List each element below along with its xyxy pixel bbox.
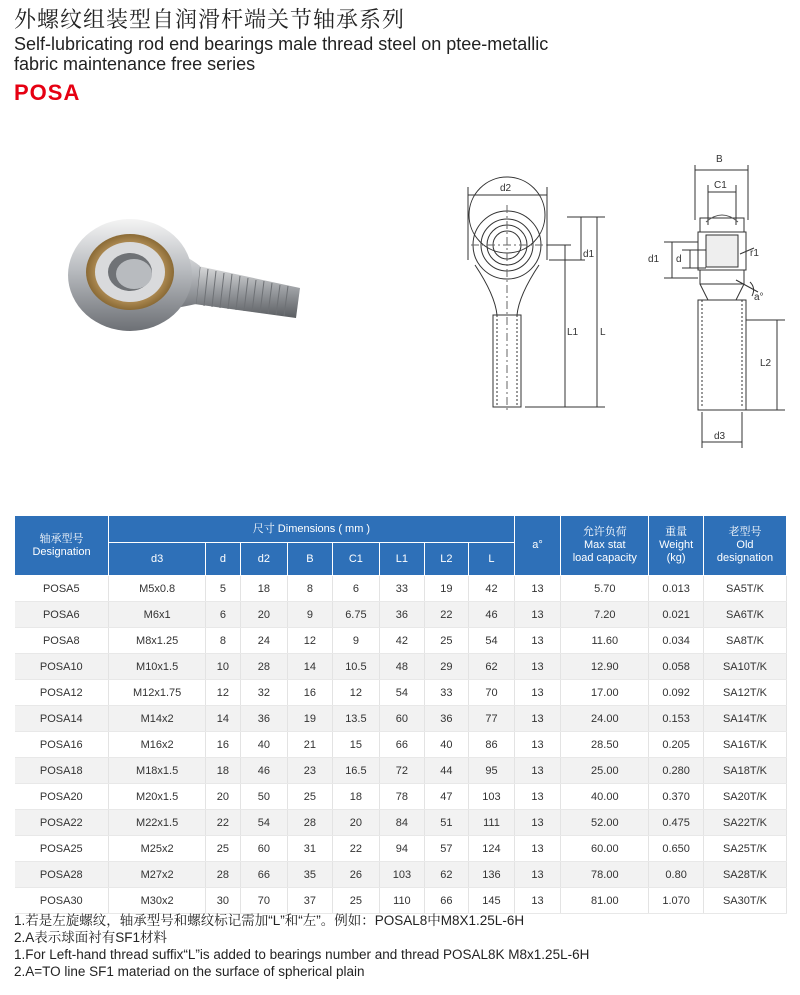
- table-cell: 0.280: [649, 758, 704, 784]
- table-cell: 44: [424, 758, 469, 784]
- table-cell: SA5T/K: [703, 576, 786, 602]
- table-cell: M25x2: [109, 836, 206, 862]
- table-cell: 12.90: [561, 654, 649, 680]
- table-cell: 25: [332, 888, 380, 914]
- col-header-L2: L2: [424, 543, 469, 576]
- dim-d: d: [676, 254, 682, 265]
- table-cell: 54: [469, 628, 515, 654]
- table-cell: 31: [288, 836, 333, 862]
- table-row: [15, 888, 787, 914]
- table-cell: POSA12: [15, 680, 109, 706]
- table-cell: POSA10: [15, 654, 109, 680]
- table-row: [15, 576, 787, 602]
- dim-d1: d1: [583, 249, 595, 260]
- col-header-angle: a°: [514, 516, 561, 576]
- title-english-line2: fabric maintenance free series: [14, 54, 256, 74]
- title-chinese: 外螺纹组装型自润滑杆端关节轴承系列: [14, 7, 406, 32]
- table-cell: 72: [380, 758, 425, 784]
- table-cell: M22x1.5: [109, 810, 206, 836]
- table-cell: 29: [424, 654, 469, 680]
- table-cell: 22: [424, 602, 469, 628]
- table-cell: 6: [332, 576, 380, 602]
- table-cell: 0.013: [649, 576, 704, 602]
- table-cell: 46: [240, 758, 288, 784]
- table-row: [15, 732, 787, 758]
- dim-B: B: [716, 154, 723, 165]
- front-view-drawing: [455, 155, 615, 415]
- table-cell: 5: [206, 576, 240, 602]
- table-cell: 1.070: [649, 888, 704, 914]
- col-header-L: L: [469, 543, 515, 576]
- table-cell: 16: [288, 680, 333, 706]
- col-header-designation: 轴承型号 Designation: [15, 516, 109, 576]
- table-cell: 12: [288, 628, 333, 654]
- table-cell: 78: [380, 784, 425, 810]
- table-cell: 25: [288, 784, 333, 810]
- table-cell: 5.70: [561, 576, 649, 602]
- table-cell: 19: [288, 706, 333, 732]
- table-row: [15, 758, 787, 784]
- table-cell: 18: [206, 758, 240, 784]
- table-cell: M27x2: [109, 862, 206, 888]
- table-cell: POSA22: [15, 810, 109, 836]
- table-cell: SA20T/K: [703, 784, 786, 810]
- table-cell: M12x1.75: [109, 680, 206, 706]
- table-cell: 18: [240, 576, 288, 602]
- col-header-C1: C1: [332, 543, 380, 576]
- table-cell: 24.00: [561, 706, 649, 732]
- table-cell: POSA5: [15, 576, 109, 602]
- table-cell: 20: [206, 784, 240, 810]
- table-cell: 42: [469, 576, 515, 602]
- table-cell: SA22T/K: [703, 810, 786, 836]
- table-cell: 6.75: [332, 602, 380, 628]
- table-cell: SA6T/K: [703, 602, 786, 628]
- table-cell: 13: [514, 758, 561, 784]
- table-cell: 13: [514, 810, 561, 836]
- table-cell: 28.50: [561, 732, 649, 758]
- table-cell: 86: [469, 732, 515, 758]
- table-cell: M30x2: [109, 888, 206, 914]
- table-cell: 0.021: [649, 602, 704, 628]
- table-cell: 12: [206, 680, 240, 706]
- table-cell: 111: [469, 810, 515, 836]
- table-row: [15, 706, 787, 732]
- table-row: [15, 628, 787, 654]
- table-cell: POSA8: [15, 628, 109, 654]
- table-row: [15, 654, 787, 680]
- table-cell: 28: [240, 654, 288, 680]
- table-cell: 81.00: [561, 888, 649, 914]
- table-cell: 13: [514, 602, 561, 628]
- table-cell: 37: [288, 888, 333, 914]
- table-cell: 50: [240, 784, 288, 810]
- table-cell: SA25T/K: [703, 836, 786, 862]
- table-cell: 124: [469, 836, 515, 862]
- table-cell: 36: [380, 602, 425, 628]
- table-cell: 0.092: [649, 680, 704, 706]
- table-cell: 32: [240, 680, 288, 706]
- table-cell: 136: [469, 862, 515, 888]
- table-cell: 51: [424, 810, 469, 836]
- table-cell: 42: [380, 628, 425, 654]
- table-cell: 14: [206, 706, 240, 732]
- table-cell: 13.5: [332, 706, 380, 732]
- page-header: [14, 6, 548, 106]
- table-cell: 57: [424, 836, 469, 862]
- table-cell: POSA30: [15, 888, 109, 914]
- table-cell: 78.00: [561, 862, 649, 888]
- table-cell: 36: [240, 706, 288, 732]
- dim-side-d1: d1: [648, 254, 660, 265]
- table-cell: 84: [380, 810, 425, 836]
- table-cell: POSA25: [15, 836, 109, 862]
- table-cell: 95: [469, 758, 515, 784]
- table-cell: SA16T/K: [703, 732, 786, 758]
- table-cell: 60: [240, 836, 288, 862]
- table-cell: M5x0.8: [109, 576, 206, 602]
- table-cell: POSA16: [15, 732, 109, 758]
- table-cell: 46: [469, 602, 515, 628]
- table-row: [15, 602, 787, 628]
- table-cell: 13: [514, 862, 561, 888]
- table-row: [15, 836, 787, 862]
- table-cell: 25: [424, 628, 469, 654]
- table-cell: 48: [380, 654, 425, 680]
- table-cell: 60.00: [561, 836, 649, 862]
- table-cell: SA28T/K: [703, 862, 786, 888]
- table-cell: M6x1: [109, 602, 206, 628]
- table-cell: 20: [240, 602, 288, 628]
- table-cell: 10.5: [332, 654, 380, 680]
- table-cell: 0.80: [649, 862, 704, 888]
- table-cell: 13: [514, 576, 561, 602]
- table-cell: M10x1.5: [109, 654, 206, 680]
- table-row: [15, 862, 787, 888]
- table-cell: 54: [240, 810, 288, 836]
- table-cell: 13: [514, 680, 561, 706]
- table-cell: 103: [469, 784, 515, 810]
- table-cell: 25.00: [561, 758, 649, 784]
- table-cell: POSA6: [15, 602, 109, 628]
- table-cell: 66: [240, 862, 288, 888]
- table-cell: M8x1.25: [109, 628, 206, 654]
- table-cell: 35: [288, 862, 333, 888]
- table-cell: SA18T/K: [703, 758, 786, 784]
- table-cell: 40.00: [561, 784, 649, 810]
- table-cell: 26: [332, 862, 380, 888]
- table-cell: 40: [424, 732, 469, 758]
- col-header-load: 允许负荷 Max stat load capacity: [561, 516, 649, 576]
- table-cell: 0.153: [649, 706, 704, 732]
- table-cell: 70: [240, 888, 288, 914]
- table-cell: 13: [514, 836, 561, 862]
- table-cell: 110: [380, 888, 425, 914]
- table-cell: POSA20: [15, 784, 109, 810]
- table-cell: M18x1.5: [109, 758, 206, 784]
- table-cell: 47: [424, 784, 469, 810]
- table-cell: 17.00: [561, 680, 649, 706]
- table-cell: SA14T/K: [703, 706, 786, 732]
- table-cell: 0.034: [649, 628, 704, 654]
- col-header-dimensions: 尺寸 Dimensions ( mm ): [109, 516, 515, 543]
- table-cell: 8: [288, 576, 333, 602]
- product-photo: [60, 200, 310, 350]
- dim-d3: d3: [714, 431, 726, 442]
- table-cell: 33: [424, 680, 469, 706]
- table-cell: 40: [240, 732, 288, 758]
- table-cell: 21: [288, 732, 333, 758]
- table-row: [15, 784, 787, 810]
- note-cn-2: 2.A表示球面衬有SF1材料: [14, 930, 168, 945]
- table-row: [15, 680, 787, 706]
- table-cell: POSA18: [15, 758, 109, 784]
- table-cell: 52.00: [561, 810, 649, 836]
- table-cell: 16.5: [332, 758, 380, 784]
- dim-r1: r1: [750, 248, 759, 259]
- notes: [14, 912, 589, 980]
- table-cell: 12: [332, 680, 380, 706]
- table-cell: POSA14: [15, 706, 109, 732]
- table-cell: 6: [206, 602, 240, 628]
- table-cell: 66: [424, 888, 469, 914]
- table-cell: 25: [206, 836, 240, 862]
- dim-L1: L1: [567, 327, 579, 338]
- table-cell: 33: [380, 576, 425, 602]
- table-cell: SA30T/K: [703, 888, 786, 914]
- table-cell: 13: [514, 732, 561, 758]
- table-cell: 13: [514, 888, 561, 914]
- table-cell: 28: [288, 810, 333, 836]
- dim-d2: d2: [500, 183, 512, 194]
- note-en-1: 1.For Left-hand thread suffix“L”is added to bearings number and thread POSAL8K M8x1.25L-6H: [14, 947, 590, 962]
- table-cell: 19: [424, 576, 469, 602]
- table-cell: 10: [206, 654, 240, 680]
- table-cell: 22: [206, 810, 240, 836]
- table-cell: 30: [206, 888, 240, 914]
- table-cell: 62: [469, 654, 515, 680]
- col-header-old-designation: 老型号 Old designation: [703, 516, 786, 576]
- dim-angle: a°: [754, 292, 764, 303]
- col-header-B: B: [288, 543, 333, 576]
- table-cell: 0.205: [649, 732, 704, 758]
- table-cell: 13: [514, 706, 561, 732]
- note-en-2: 2.A=TO line SF1 materiad on the surface of spherical plain: [14, 964, 365, 979]
- table-cell: 77: [469, 706, 515, 732]
- table-cell: 13: [514, 628, 561, 654]
- table-cell: 62: [424, 862, 469, 888]
- table-cell: 0.475: [649, 810, 704, 836]
- table-cell: 23: [288, 758, 333, 784]
- table-cell: 70: [469, 680, 515, 706]
- col-header-L1: L1: [380, 543, 425, 576]
- table-cell: 9: [288, 602, 333, 628]
- table-row: [15, 810, 787, 836]
- table-cell: M20x1.5: [109, 784, 206, 810]
- table-cell: 60: [380, 706, 425, 732]
- table-cell: POSA28: [15, 862, 109, 888]
- series-code: POSA: [14, 80, 81, 105]
- table-cell: 66: [380, 732, 425, 758]
- table-cell: 20: [332, 810, 380, 836]
- table-cell: 22: [332, 836, 380, 862]
- table-cell: 28: [206, 862, 240, 888]
- table-cell: 11.60: [561, 628, 649, 654]
- side-view-drawing: [640, 150, 790, 450]
- table-cell: 13: [514, 784, 561, 810]
- title-english-line1: Self-lubricating rod end bearings male thread steel on ptee-metallic: [14, 34, 549, 54]
- table-cell: 0.370: [649, 784, 704, 810]
- table-cell: 36: [424, 706, 469, 732]
- dim-L: L: [600, 327, 606, 338]
- specification-table: [14, 515, 787, 914]
- table-cell: 8: [206, 628, 240, 654]
- table-cell: 18: [332, 784, 380, 810]
- table-cell: M14x2: [109, 706, 206, 732]
- table-cell: 13: [514, 654, 561, 680]
- table-cell: 9: [332, 628, 380, 654]
- table-cell: 54: [380, 680, 425, 706]
- table-cell: 145: [469, 888, 515, 914]
- col-header-d3: d3: [109, 543, 206, 576]
- col-header-d: d: [206, 543, 240, 576]
- table-cell: 24: [240, 628, 288, 654]
- table-cell: SA10T/K: [703, 654, 786, 680]
- table-cell: SA12T/K: [703, 680, 786, 706]
- table-cell: 103: [380, 862, 425, 888]
- table-cell: 94: [380, 836, 425, 862]
- col-header-weight: 重量 Weight (kg): [649, 516, 704, 576]
- table-cell: 16: [206, 732, 240, 758]
- col-header-d2: d2: [240, 543, 288, 576]
- table-cell: 0.058: [649, 654, 704, 680]
- table-cell: 15: [332, 732, 380, 758]
- table-cell: 14: [288, 654, 333, 680]
- table-cell: M16x2: [109, 732, 206, 758]
- table-cell: 0.650: [649, 836, 704, 862]
- table-cell: 7.20: [561, 602, 649, 628]
- dim-L2: L2: [760, 358, 772, 369]
- dim-C1: C1: [714, 180, 727, 191]
- table-cell: SA8T/K: [703, 628, 786, 654]
- note-cn-1: 1.若是左旋螺纹，轴承型号和螺纹标记需加“L”和“左”。例如：POSAL8中M8X1.25L-6H: [14, 913, 525, 928]
